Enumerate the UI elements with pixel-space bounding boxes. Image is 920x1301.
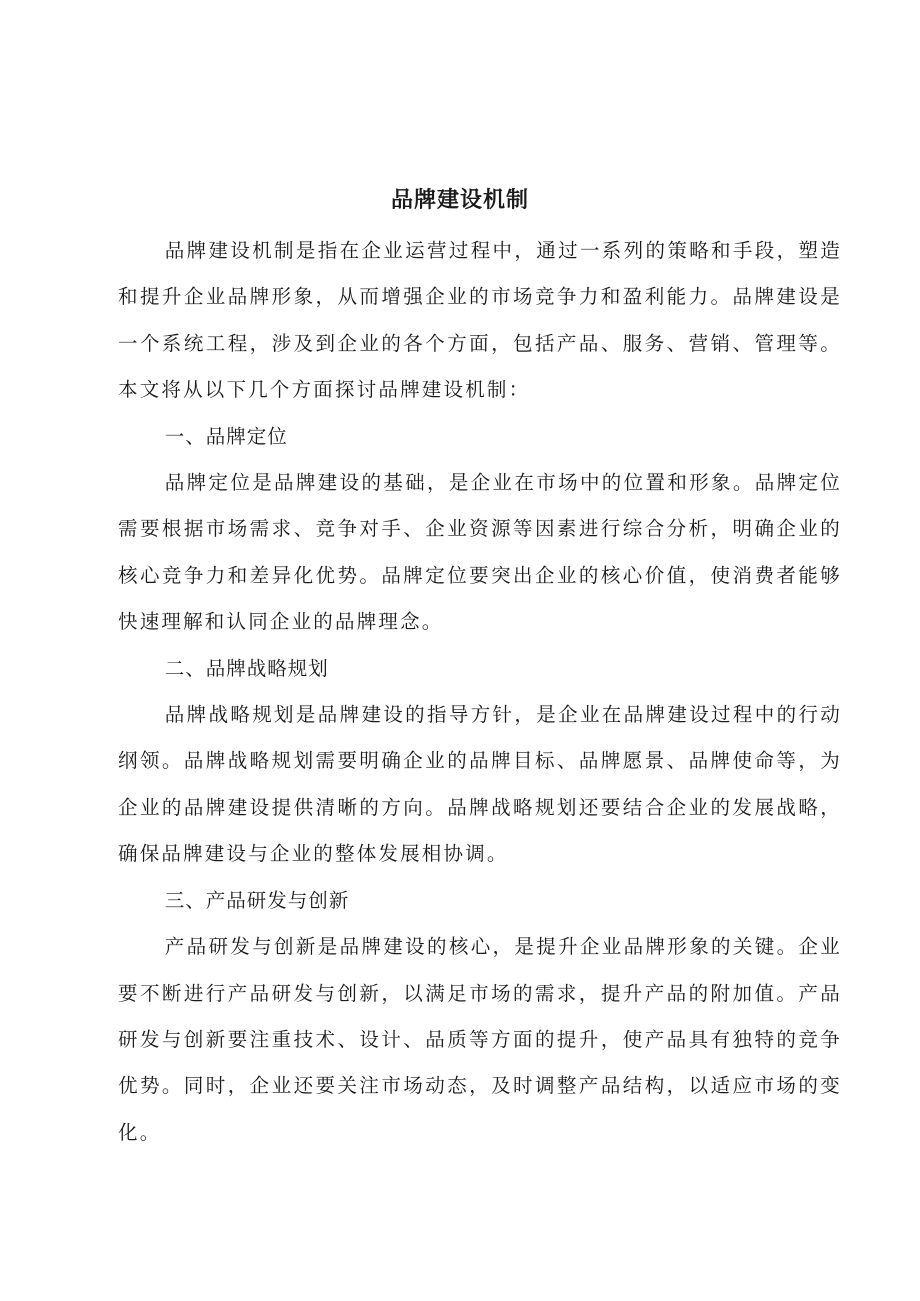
brand-positioning-paragraph: 品牌定位是品牌建设的基础，是企业在市场中的位置和形象。品牌定位需要根据市场需求、竞争对手、企业资源等因素进行综合分析，明确企业的核心竞争力和差异化优势。品牌定位要突出企业的核心价值，使消费者能够快速理解和认同企业的品牌理念。 xyxy=(118,471,842,634)
product-innovation-paragraph: 产品研发与创新是品牌建设的核心，是提升企业品牌形象的关键。企业要不断进行产品研发与创新，以满足市场的需求，提升产品的附加值。产品研发与创新要注重技术、设计、品质等方面的提升，使产品具有独特的竞争优势。同时，企业还要关注市场动态，及时调整产品结构，以适应市场的变化。 xyxy=(118,935,842,1144)
document-title: 品牌建设机制 xyxy=(390,188,529,213)
intro-paragraph: 品牌建设机制是指在企业运营过程中，通过一系列的策略和手段，塑造和提升企业品牌形象，从而增强企业的市场竞争力和盈利能力。品牌建设是一个系统工程，涉及到企业的各个方面，包括产品、服务、营销、管理等。本文将从以下几个方面探讨品牌建设机制： xyxy=(118,239,842,402)
section-heading-brand-strategy: 二、品牌战略规划 xyxy=(164,656,329,680)
document-body xyxy=(118,228,842,1156)
section-heading-product-innovation: 三、产品研发与创新 xyxy=(164,888,350,912)
brand-strategy-paragraph: 品牌战略规划是品牌建设的指导方针，是企业在品牌建设过程中的行动纲领。品牌战略规划需要明确企业的品牌目标、品牌愿景、品牌使命等，为企业的品牌建设提供清晰的方向。品牌战略规划还要结合企业的发展战略，确保品牌建设与企业的整体发展相协调。 xyxy=(118,703,842,866)
section-heading-brand-positioning: 一、品牌定位 xyxy=(164,424,288,448)
